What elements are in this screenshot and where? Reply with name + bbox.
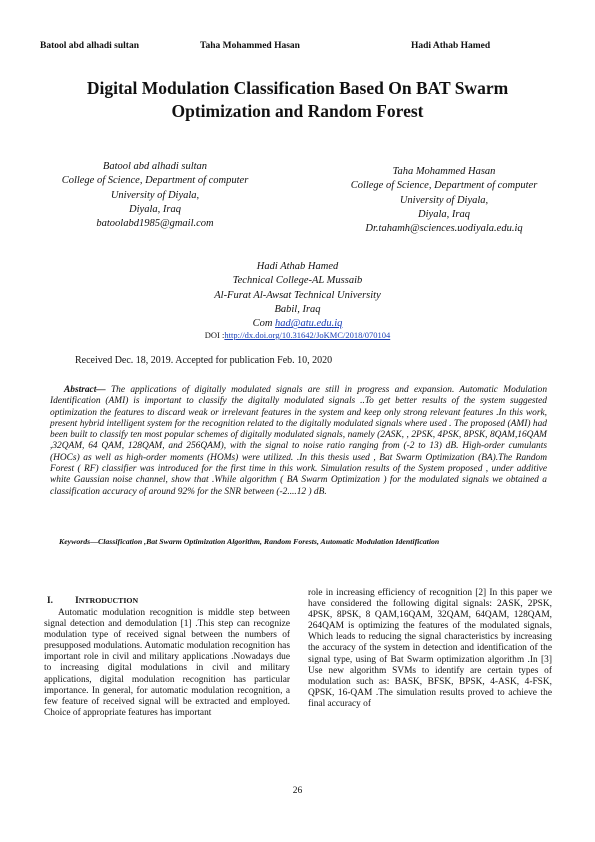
author-2-affiliation-1: College of Science, Department of computer (350, 180, 538, 192)
author-block-1 (40, 160, 270, 231)
author-3-email-link[interactable]: had@atu.edu.iq (275, 318, 343, 330)
received-date: Received Dec. 18, 2019. Accepted for publication Feb. 10, 2020 (75, 355, 333, 366)
author-3-name: Hadi Athab Hamed (256, 261, 339, 272)
author-2-location: Diyala, Iraq (418, 208, 470, 220)
author-block-2 (323, 165, 565, 236)
author-3-affiliation-2: Al-Furat Al-Awsat Technical University (214, 289, 381, 301)
page-number: 26 (292, 786, 303, 796)
section-title-initial: I (75, 595, 79, 605)
author-1-location: Diyala, Iraq (129, 203, 181, 215)
running-header-author-3: Hadi Athab Hamed (411, 41, 491, 51)
paper-title-line-1: Digital Modulation Classification Based On BAT Swarm (86, 78, 509, 98)
author-2-affiliation-2: University of Diyala, (399, 194, 489, 206)
author-2-email: Dr.tahamh@sciences.uodiyala.edu.iq (365, 223, 523, 235)
author-1-affiliation-1: College of Science, Department of computer (61, 175, 249, 187)
author-1-email: batoolabd1985@gmail.com (96, 218, 214, 230)
author-3-location: Babil, Iraq (274, 303, 321, 315)
author-3-affiliation-1: Technical College-AL Mussaib (232, 275, 363, 287)
author-3-email-prefix: Com (252, 318, 273, 330)
section-title-rest: NTRODUCTION (78, 596, 139, 605)
keywords-label: Keywords— (59, 537, 98, 546)
section-heading-introduction (47, 595, 138, 605)
abstract-label: Abstract— (64, 385, 106, 395)
keywords-text: Classification ,Bat Swarm Optimization Algorithm, Random Forests, Automatic Modulation Identification (98, 537, 440, 546)
running-header-author-2: Taha Mohammed Hasan (200, 41, 300, 51)
author-2-name: Taha Mohammed Hasan (392, 166, 496, 177)
body-column-right: role in increasing efficiency of recognition [2] In this paper we have considered the following digital signals: 2ASK, 2PSK, 4PSK, 8PSK, 8 QAM,16QAM, 32QAM, 64QAM, 128QAM, 264QAM is optimizing the features of the modulated signals, Which leads to reducing the signal characteristics by increasing the accuracy of the system in detection and identification of the signal type, using of Bat Swarm optimization algorithm .In [3] Use new algorithm SVMs to identify are certain types of modulation such as: BASK, BFSK, BPSK, 4-ASK, 4-FSK, QPSK, 16-QAM .The simulation results proved to achieve the final accuracy of (308, 588, 552, 709)
abstract-text: The applications of digitally modulated signals are still in progress and expansion. Automatic Modulation Identification (AMI) is important to classify the digitally modulated signals ..To get better results of the system suggested optimization the features to discard weak or irrelevant features in the system and keep only strong relevant features .In this work, present hybrid intelligent system for the recognition related to the digitally modulated signals where used . The proposed (AMI) had been built to classify ten most popular schemes of digitally modulated signals, namely (2ASK, , 2PSK, 4PSK, 8PSK, 8QAM,16QAM ,32QAM, 64 QAM, 128QAM, and 256QAM), with the signal to noise ratio ranging from (-2 to 13) dB. High-order cumulants (HOCs) as well as high-order moments (HOMs) were utilized. .In this thesis used , Bat Swarm Optimization (BA).The Random Forest ( RF) classifier was introduced for the first time in this work. Simulation results of the System proposed , under additive white Gaussian noise channel, show that .While algorithm ( BA Swarm Optimization ) for the modulated signals we obtained a classification accuracy of around 92% for the SNR between (-2....12 ) dB. (50, 385, 548, 497)
abstract (50, 385, 547, 498)
body-column-left: Automatic modulation recognition is middle step between signal detection and demodulation [1] .This step can recognize modulation type of received signal between the numbers of presupposed modulations. Automatic modulation recognition has important role in civil and military applications .Nowadays due to increasing digital modulations in civil and military applications, digital modulation recognition has particular importance. In general, for automatic modulation recognition, a few feature of received signal will be extracted and employed. Choice of appropriate features has important (44, 608, 290, 718)
doi-link[interactable]: http://dx.doi.org/10.31642/JoKMC/2018/070104 (224, 330, 391, 340)
doi-line (60, 330, 535, 340)
author-block-3 (160, 260, 435, 331)
paper-title (40, 77, 555, 123)
paper-title-line-2: Optimization and Random Forest (171, 101, 424, 121)
keywords (59, 537, 549, 546)
section-number: I. (47, 595, 53, 605)
doi-prefix: DOI : (204, 330, 225, 340)
author-1-name: Batool abd alhadi sultan (102, 161, 208, 172)
running-header-author-1: Batool abd alhadi sultan (40, 41, 139, 51)
author-1-affiliation-2: University of Diyala, (110, 189, 200, 201)
